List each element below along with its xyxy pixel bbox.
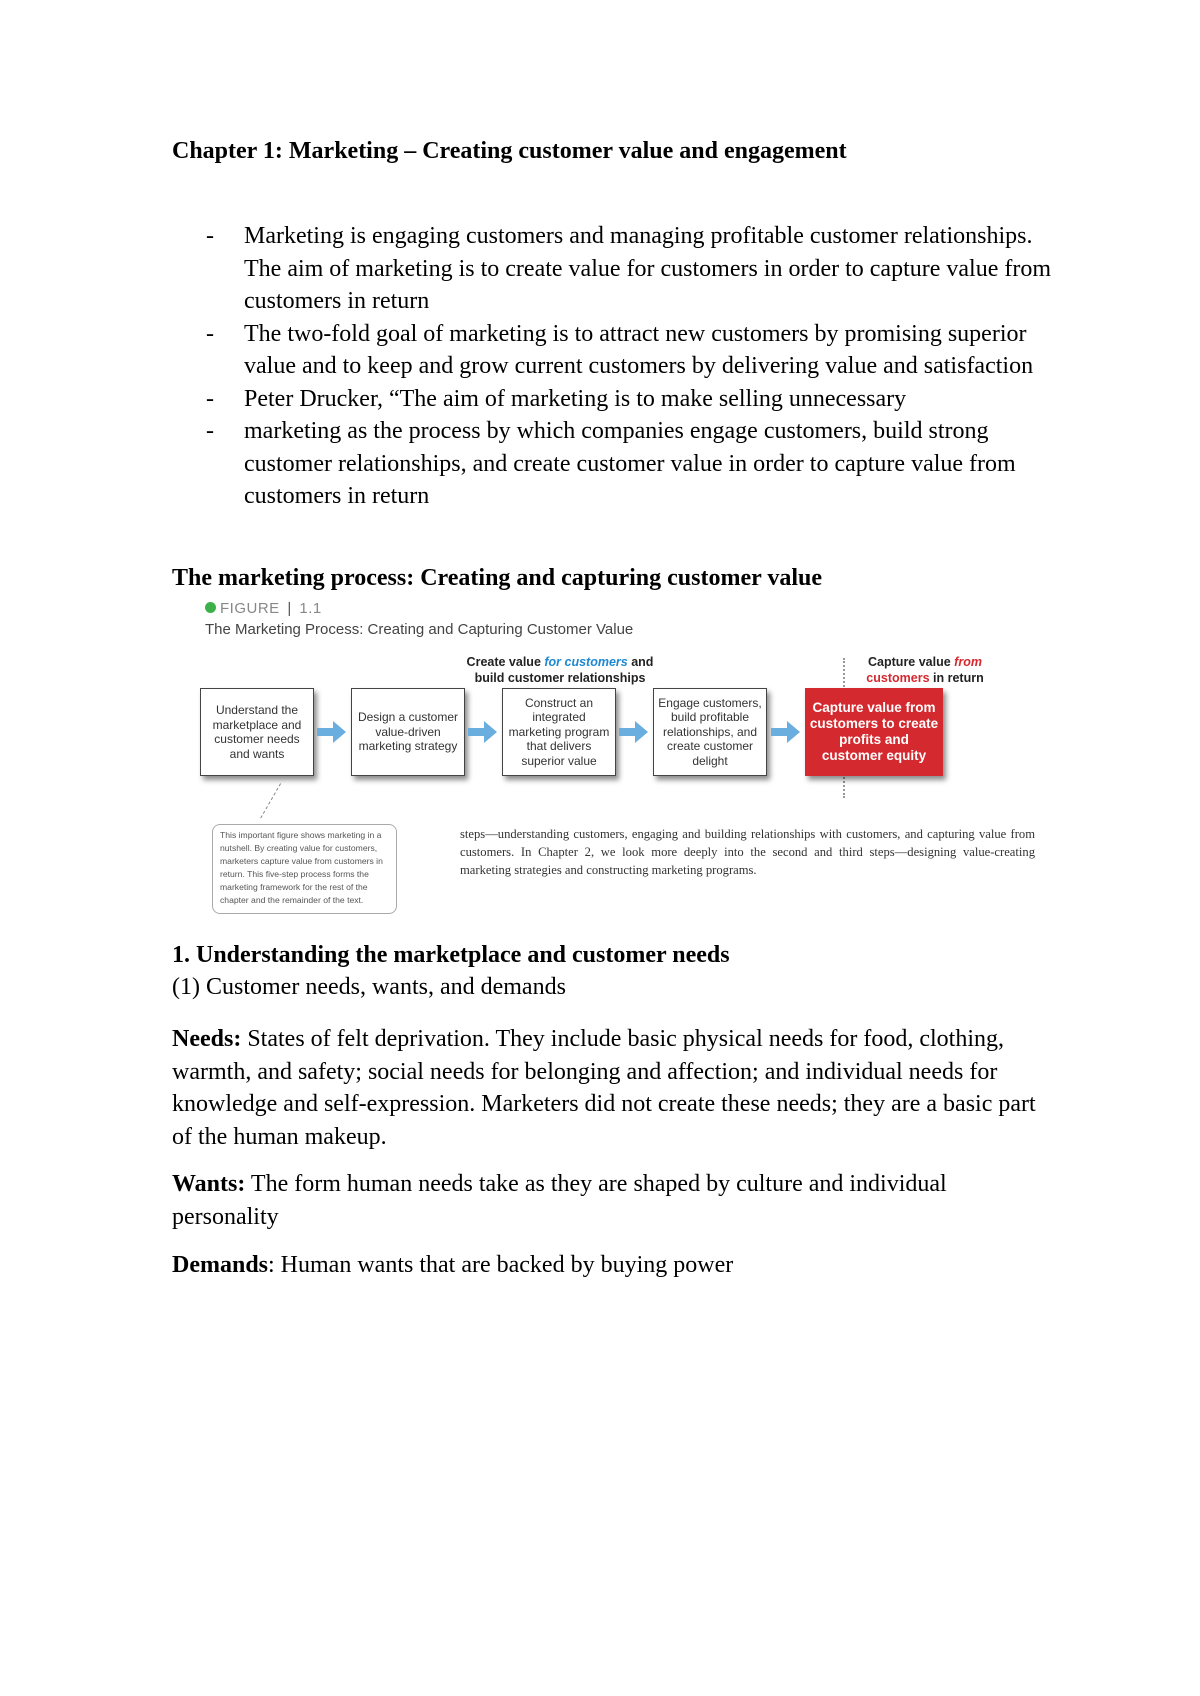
figure-number: 1.1 [299, 600, 322, 617]
definition-term: Needs: [172, 1026, 242, 1052]
bullet-marker: - [206, 320, 214, 347]
section-heading: The marketing process: Creating and capturing customer value [172, 565, 822, 591]
figure-excerpt-text: steps—understanding customers, engaging and building relationships with customers, and capturing value from customers. In Chapter 2, we look more deeply into the second and third steps—designing value-creating marketing strategies and constructing marketing programs. [460, 827, 1035, 877]
definition-needs [172, 1023, 1042, 1153]
bullet-text: The two-fold goal of marketing is to attract new customers by promising superior value and to keep and grow current customers by delivering value and satisfaction [244, 320, 1034, 379]
bullet-text: Marketing is engaging customers and managing profitable customer relationships. The aim of marketing is to create value for customers in order to capture value from customers in return [244, 223, 1052, 314]
bullet-item [172, 415, 1052, 513]
arrow-right-icon [619, 720, 649, 744]
figure-header-capture-value: Capture value from customers in return [866, 655, 984, 685]
bullet-text: marketing as the process by which companies engage customers, build strong customer relationships, and create customer value in order to capture value from customers in return [244, 418, 1016, 509]
bullet-item [172, 318, 1052, 383]
step-box-capture-value: Capture value from customers to create profits and customer equity [805, 688, 943, 776]
definition-term: Demands [172, 1252, 269, 1278]
bullet-marker: - [206, 385, 214, 412]
subsection-subtitle: (1) Customer needs, wants, and demands [172, 974, 566, 1000]
step-box-construct: Construct an integrated marketing program that delivers superior value [502, 688, 616, 776]
figure-title: The Marketing Process: Creating and Capturing Customer Value [205, 621, 634, 638]
subsection-heading: 1. Understanding the marketplace and customer needs [172, 942, 730, 968]
chapter-title: Chapter 1: Marketing – Creating customer value and engagement [172, 138, 847, 164]
definition-wants [172, 1168, 1042, 1233]
callout-leader-line [260, 783, 283, 819]
bullet-marker: - [206, 418, 214, 444]
figure-header-create-value: Create value for customers and build customer relationships [466, 655, 654, 685]
step-box-design: Design a customer value-driven marketing strategy [351, 688, 465, 776]
arrow-right-icon [468, 720, 498, 744]
bullet-list [172, 220, 1052, 513]
definition-demands [172, 1249, 1042, 1282]
bullet-item [172, 383, 1052, 416]
bullet-text: Peter Drucker, “The aim of marketing is to make selling unnecessary [244, 385, 907, 412]
definition-term: Wants: [172, 1171, 246, 1197]
green-dot-icon [205, 602, 216, 613]
arrow-right-icon [317, 720, 347, 744]
step-box-engage: Engage customers, build profitable relationships, and create customer delight [653, 688, 767, 776]
definition-text: States of felt deprivation. They include basic physical needs for food, clothing, warmth, and safety; social needs for belonging and affection; and individual needs for knowledge and self-expression. Marketers did not create these needs; they are a basic part of the human makeup. [172, 1026, 1036, 1150]
bullet-marker: - [206, 223, 214, 249]
figure-label: FIGURE | 1.1 [205, 600, 322, 617]
arrow-right-icon [771, 720, 801, 744]
definition-text: The form human needs take as they are shaped by culture and individual personality [172, 1171, 947, 1230]
definition-text: : Human wants that are backed by buying power [268, 1252, 734, 1278]
marketing-process-figure [195, 600, 1035, 915]
step-box-understand: Understand the marketplace and customer needs and wants [200, 688, 314, 776]
bullet-item [172, 220, 1052, 318]
figure-callout-note: This important figure shows marketing in a nutshell. By creating value for customers, marketers capture value from customers in return. This five-step process forms the marketing framework for the rest of the chapter and the remainder of the text. [212, 824, 397, 914]
